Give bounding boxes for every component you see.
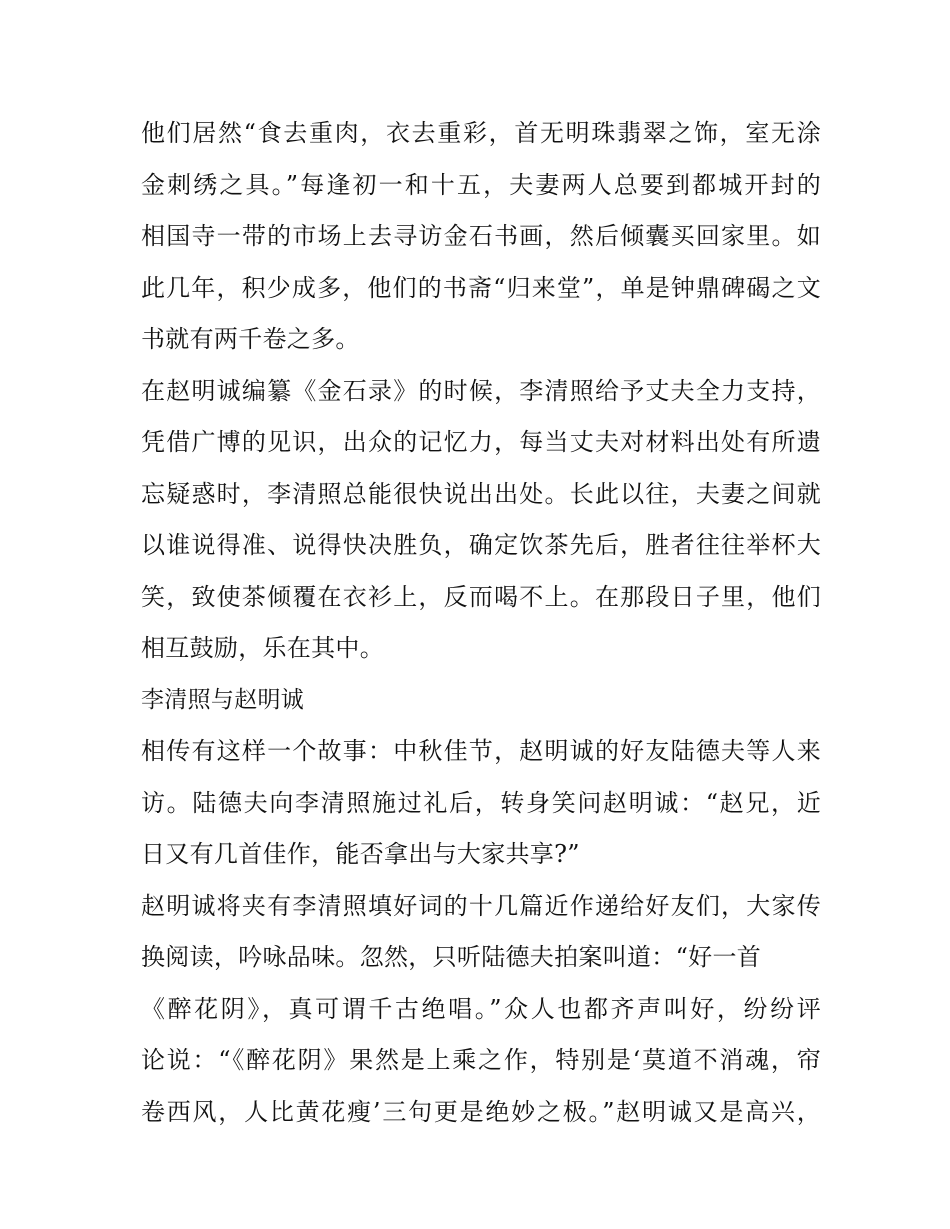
text-line: 卷西风，人比黄花瘦’三句更是绝妙之极。”赵明诚又是高兴， [141, 1097, 821, 1126]
text-line: 凭借广博的见识，出众的记忆力，每当丈夫对材料出处有所遗 [141, 428, 821, 456]
text-line: 《醉花阴》，真可谓千古绝唱。”众人也都齐声叫好，纷纷评 [141, 994, 821, 1023]
text-line: 赵明诚将夹有李清照填好词的十几篇近作递给好友们，大家传 [141, 891, 821, 920]
text-line: 以谁说得准、说得快决胜负，确定饮茶先后，胜者往往举杯大 [141, 531, 821, 559]
text-line: 在赵明诚编纂《金石录》的时候，李清照给予丈夫全力支持， [141, 376, 821, 405]
body-text [141, 108, 821, 1138]
text-line: 忘疑惑时，李清照总能很快说出出处。长此以往，夫妻之间就 [141, 479, 821, 508]
text-line: 他们居然“食去重肉，衣去重彩，首无明珠翡翠之饰，室无涂 [141, 119, 821, 147]
text-line: 访。陆德夫向李清照施过礼后，转身笑问赵明诚：“赵兄，近 [141, 788, 821, 817]
text-line: 此几年，积少成多，他们的书斋“归来堂”，单是钟鼎碑碣之文 [141, 273, 821, 302]
text-line: 日又有几首佳作，能否拿出与大家共享?” [141, 840, 580, 868]
text-line: 换阅读，吟咏品味。忽然，只听陆德夫拍案叫道：“好一首 [141, 943, 762, 971]
text-line: 相国寺一带的市场上去寻访金石书画，然后倾囊买回家里。如 [141, 222, 821, 250]
text-line: 金刺绣之具。”每逢初一和十五，夫妻两人总要到都城开封的 [141, 170, 821, 199]
text-line: 笑，致使茶倾覆在衣衫上，反而喝不上。在那段日子里，他们 [141, 582, 821, 611]
text-line: 相互鼓励，乐在其中。 [141, 634, 384, 662]
text-line: 论说：“《醉花阴》果然是上乘之作，特别是‘莫道不消魂，帘 [141, 1046, 821, 1074]
text-line: 书就有两千卷之多。 [141, 325, 360, 353]
section-heading: 李清照与赵明诚 [141, 686, 305, 713]
text-line: 相传有这样一个故事：中秋佳节，赵明诚的好友陆德夫等人来 [141, 737, 821, 765]
